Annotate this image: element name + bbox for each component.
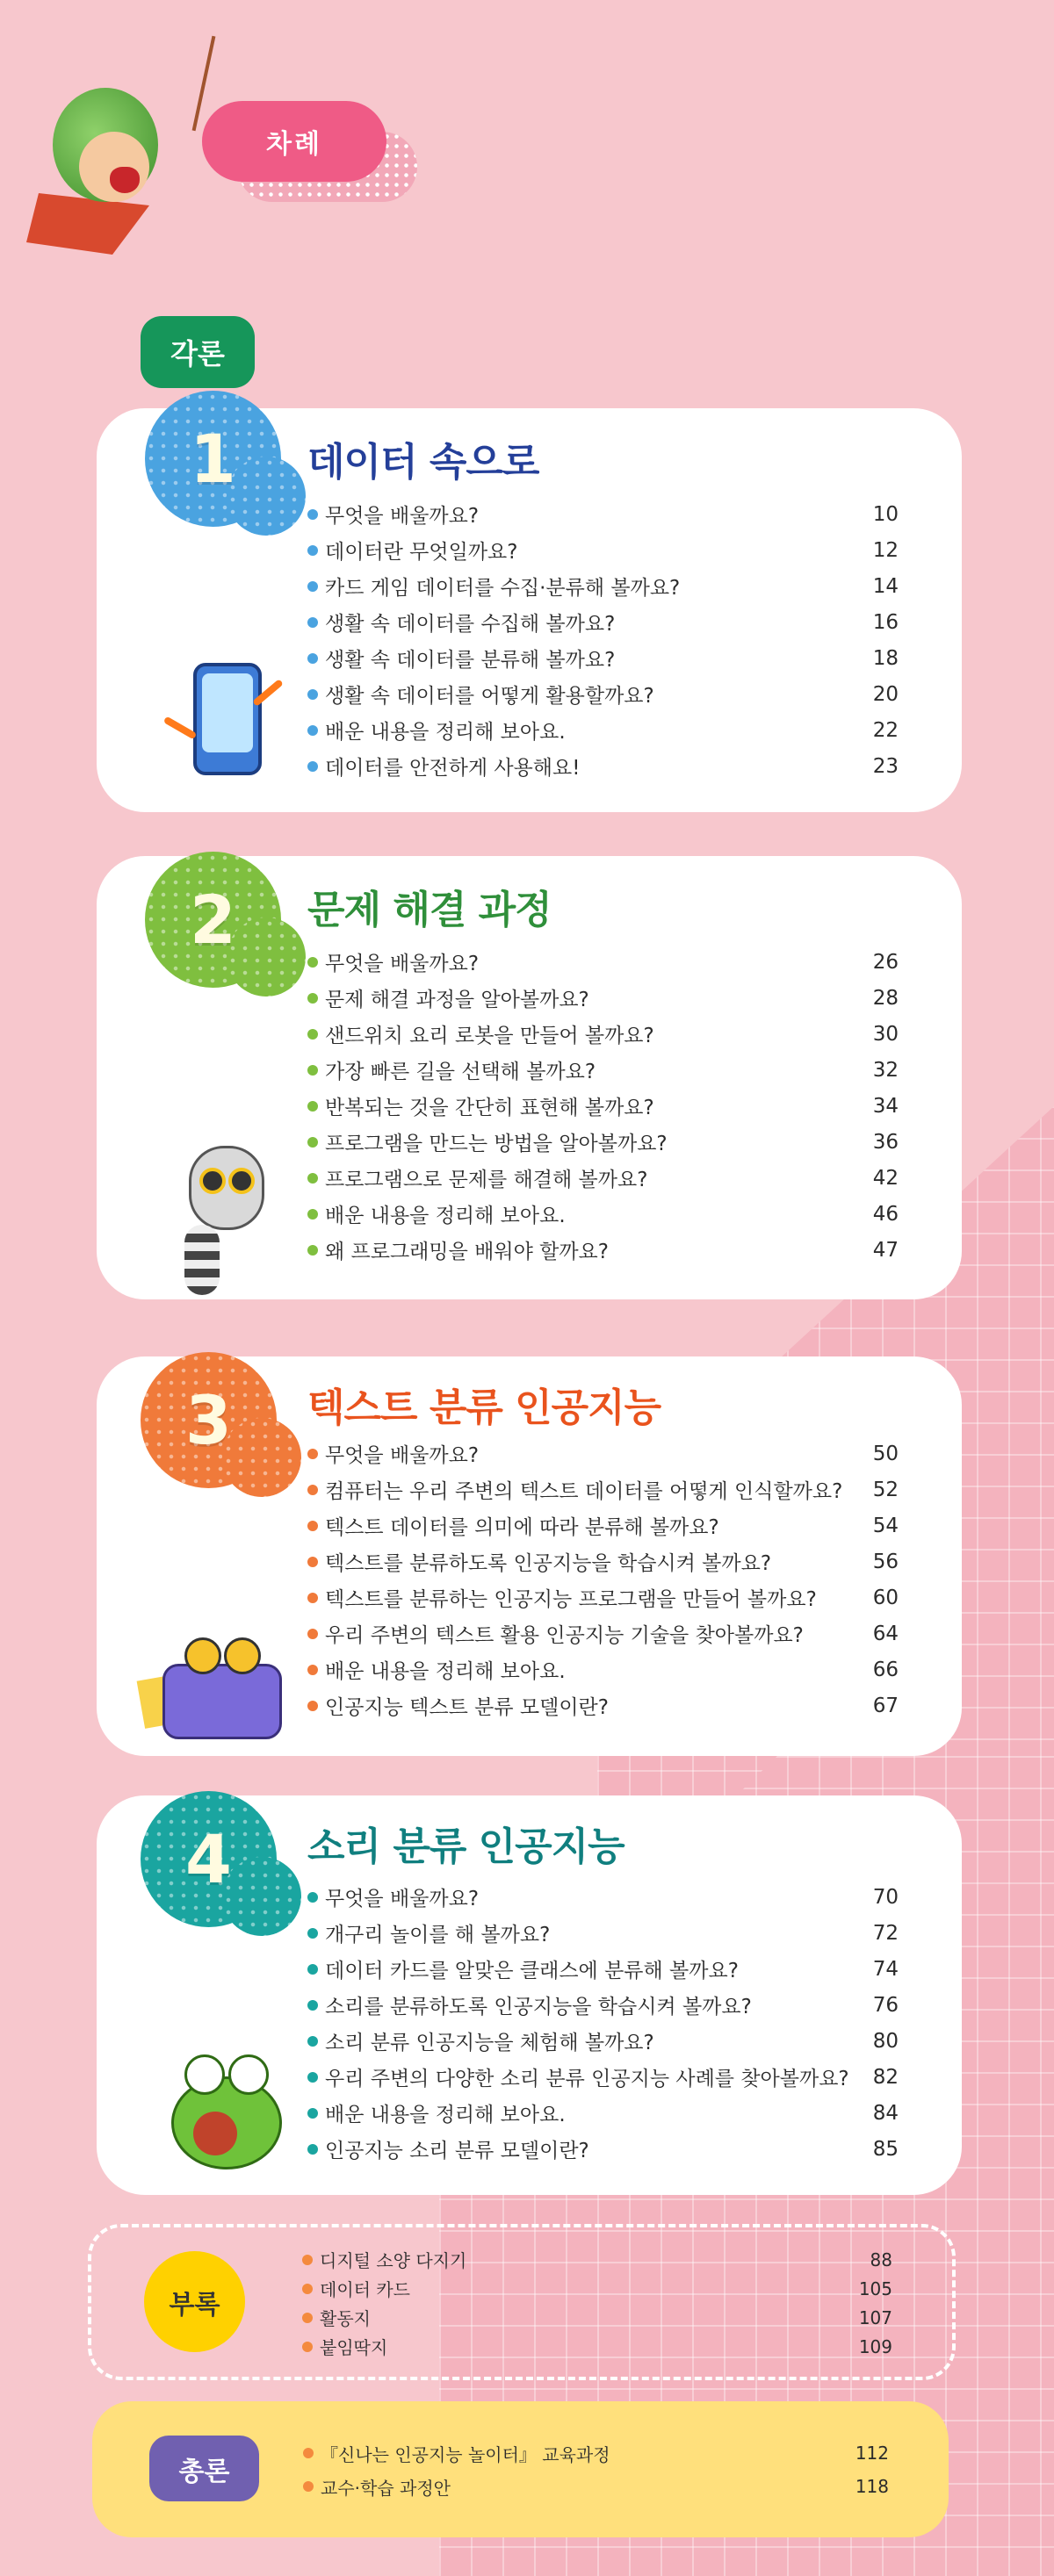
toc-item[interactable]: 텍스트 데이터를 의미에 따라 분류해 볼까요? 54 [307, 1507, 899, 1543]
bullet-icon [307, 1029, 318, 1040]
bullet-icon [307, 581, 318, 592]
chapter-card-3 [97, 1356, 962, 1756]
chapter-item-list [307, 1879, 899, 2167]
bullet-icon [307, 2072, 318, 2083]
toc-item[interactable]: 문제 해결 과정을 알아볼까요? 28 [307, 980, 899, 1016]
chapter-number-badge: 1 [145, 391, 281, 527]
toc-item[interactable]: 왜 프로그래밍을 배워야 할까요? 47 [307, 1232, 899, 1268]
bullet-icon [307, 1629, 318, 1639]
bullet-icon [307, 725, 318, 736]
bullet-icon [307, 1928, 318, 1939]
toc-item[interactable]: 데이터란 무엇일까요? 12 [307, 532, 899, 568]
bullet-icon [303, 2481, 314, 2492]
toc-item[interactable]: 무엇을 배울까요? 50 [307, 1436, 899, 1471]
toc-item[interactable]: 우리 주변의 텍스트 활용 인공지능 기술을 찾아볼까요? 64 [307, 1615, 899, 1651]
chapter-card-2 [97, 856, 962, 1299]
appendix-badge: 부록 [144, 2251, 245, 2352]
chapter-item-list [307, 1436, 899, 1723]
robot-mascot-illustration [136, 1629, 294, 1752]
toc-item[interactable]: 소리를 분류하도록 인공지능을 학습시켜 볼까요? 76 [307, 1987, 899, 2023]
chapter-item-list [307, 496, 899, 784]
toc-item[interactable]: 우리 주변의 다양한 소리 분류 인공지능 사례를 찾아볼까요? 82 [307, 2059, 899, 2095]
toc-item[interactable]: 활동지 107 [302, 2303, 892, 2332]
chapter-item-list [307, 944, 899, 1268]
toc-item[interactable]: 컴퓨터는 우리 주변의 텍스트 데이터를 어떻게 인식할까요? 52 [307, 1471, 899, 1507]
bullet-icon [307, 1137, 318, 1148]
bullet-icon [307, 653, 318, 664]
bullet-icon [302, 2342, 313, 2352]
bullet-icon [307, 1593, 318, 1603]
bullet-icon [307, 617, 318, 628]
appendix-box [88, 2224, 956, 2380]
chapter-title: 소리 분류 인공지능 [307, 1824, 624, 1869]
toc-item[interactable]: 데이터 카드를 알맞은 클래스에 분류해 볼까요? 74 [307, 1951, 899, 1987]
toc-item[interactable]: 디지털 소양 다지기 88 [302, 2245, 892, 2274]
bullet-icon [302, 2255, 313, 2265]
bullet-icon [307, 1665, 318, 1675]
toc-item[interactable]: 생활 속 데이터를 분류해 볼까요? 18 [307, 640, 899, 676]
general-badge: 총론 [149, 2436, 259, 2501]
toc-item[interactable]: 배운 내용을 정리해 보아요. 84 [307, 2095, 899, 2131]
chapter-number-badge: 2 [145, 852, 281, 988]
toc-item[interactable]: 배운 내용을 정리해 보아요. 22 [307, 712, 899, 748]
bullet-icon [307, 761, 318, 772]
toc-item[interactable]: 무엇을 배울까요? 70 [307, 1879, 899, 1915]
bullet-icon [307, 1101, 318, 1112]
toc-item[interactable]: 무엇을 배울까요? 10 [307, 496, 899, 532]
toc-item[interactable]: 붙임딱지 109 [302, 2332, 892, 2361]
chapter-number-badge: 4 [141, 1791, 277, 1927]
toc-item[interactable]: 카드 게임 데이터를 수집·분류해 볼까요? 14 [307, 568, 899, 604]
bullet-icon [307, 2108, 318, 2119]
superhero-mascot-illustration [26, 35, 176, 290]
toc-item[interactable]: 샌드위치 요리 로봇을 만들어 볼까요? 30 [307, 1016, 899, 1052]
bullet-icon [307, 2036, 318, 2047]
toc-item[interactable]: 생활 속 데이터를 어떻게 활용할까요? 20 [307, 676, 899, 712]
toc-item[interactable]: 생활 속 데이터를 수집해 볼까요? 16 [307, 604, 899, 640]
bullet-icon [307, 1964, 318, 1975]
toc-item[interactable]: 『신나는 인공지능 놀이터』 교육과정 112 [303, 2436, 889, 2470]
page-title: 차례 [266, 129, 322, 160]
bullet-icon [307, 1449, 318, 1459]
bullet-icon [302, 2284, 313, 2294]
toc-item[interactable]: 배운 내용을 정리해 보아요. 46 [307, 1196, 899, 1232]
toc-item[interactable]: 데이터를 안전하게 사용해요! 23 [307, 748, 899, 784]
chapter-title: 문제 해결 과정 [307, 888, 552, 932]
general-item-list [303, 2436, 889, 2503]
toc-item[interactable]: 교수·학습 과정안 118 [303, 2470, 889, 2503]
appendix-item-list [302, 2245, 892, 2361]
toc-item[interactable]: 인공지능 소리 분류 모델이란? 85 [307, 2131, 899, 2167]
toc-item[interactable]: 텍스트를 분류하도록 인공지능을 학습시켜 볼까요? 56 [307, 1543, 899, 1579]
chapter-title: 데이터 속으로 [307, 440, 539, 485]
bullet-icon [307, 545, 318, 556]
toc-item[interactable]: 무엇을 배울까요? 26 [307, 944, 899, 980]
bullet-icon [307, 1892, 318, 1903]
chapter-card-4 [97, 1795, 962, 2195]
bullet-icon [307, 1701, 318, 1711]
toc-item[interactable]: 텍스트를 분류하는 인공지능 프로그램을 만들어 볼까요? 60 [307, 1579, 899, 1615]
bullet-icon [307, 957, 318, 968]
toc-item[interactable]: 소리 분류 인공지능을 체험해 볼까요? 80 [307, 2023, 899, 2059]
bullet-icon [307, 1173, 318, 1184]
toc-item[interactable]: 개구리 놀이를 해 볼까요? 72 [307, 1915, 899, 1951]
title-speech-bubble [202, 101, 417, 202]
section-tag: 각론 [141, 316, 255, 388]
bullet-icon [307, 1557, 318, 1567]
bullet-icon [303, 2448, 314, 2458]
chapter-title: 텍스트 분류 인공지능 [307, 1385, 661, 1430]
general-box [92, 2401, 949, 2537]
lemur-mascot-illustration [145, 1119, 294, 1295]
toc-item[interactable]: 배운 내용을 정리해 보아요. 66 [307, 1651, 899, 1687]
phone-mascot-illustration [162, 654, 294, 786]
toc-item[interactable]: 데이터 카드 105 [302, 2274, 892, 2303]
bullet-icon [307, 1209, 318, 1220]
bullet-icon [307, 993, 318, 1004]
bullet-icon [307, 2000, 318, 2011]
toc-item[interactable]: 인공지능 텍스트 분류 모델이란? 67 [307, 1687, 899, 1723]
toc-item[interactable]: 반복되는 것을 간단히 표현해 볼까요? 34 [307, 1088, 899, 1124]
frog-mascot-illustration [145, 2046, 294, 2177]
bullet-icon [307, 509, 318, 520]
bullet-icon [307, 1065, 318, 1076]
toc-item[interactable]: 가장 빠른 길을 선택해 볼까요? 32 [307, 1052, 899, 1088]
bullet-icon [307, 2144, 318, 2155]
bullet-icon [307, 1245, 318, 1256]
bullet-icon [307, 1521, 318, 1531]
bullet-icon [307, 689, 318, 700]
toc-item[interactable]: 프로그램을 만드는 방법을 알아볼까요? 36 [307, 1124, 899, 1160]
toc-item[interactable]: 프로그램으로 문제를 해결해 볼까요? 42 [307, 1160, 899, 1196]
bullet-icon [307, 1485, 318, 1495]
chapter-card-1 [97, 408, 962, 812]
chapter-number-badge: 3 [141, 1352, 277, 1488]
bullet-icon [302, 2313, 313, 2323]
